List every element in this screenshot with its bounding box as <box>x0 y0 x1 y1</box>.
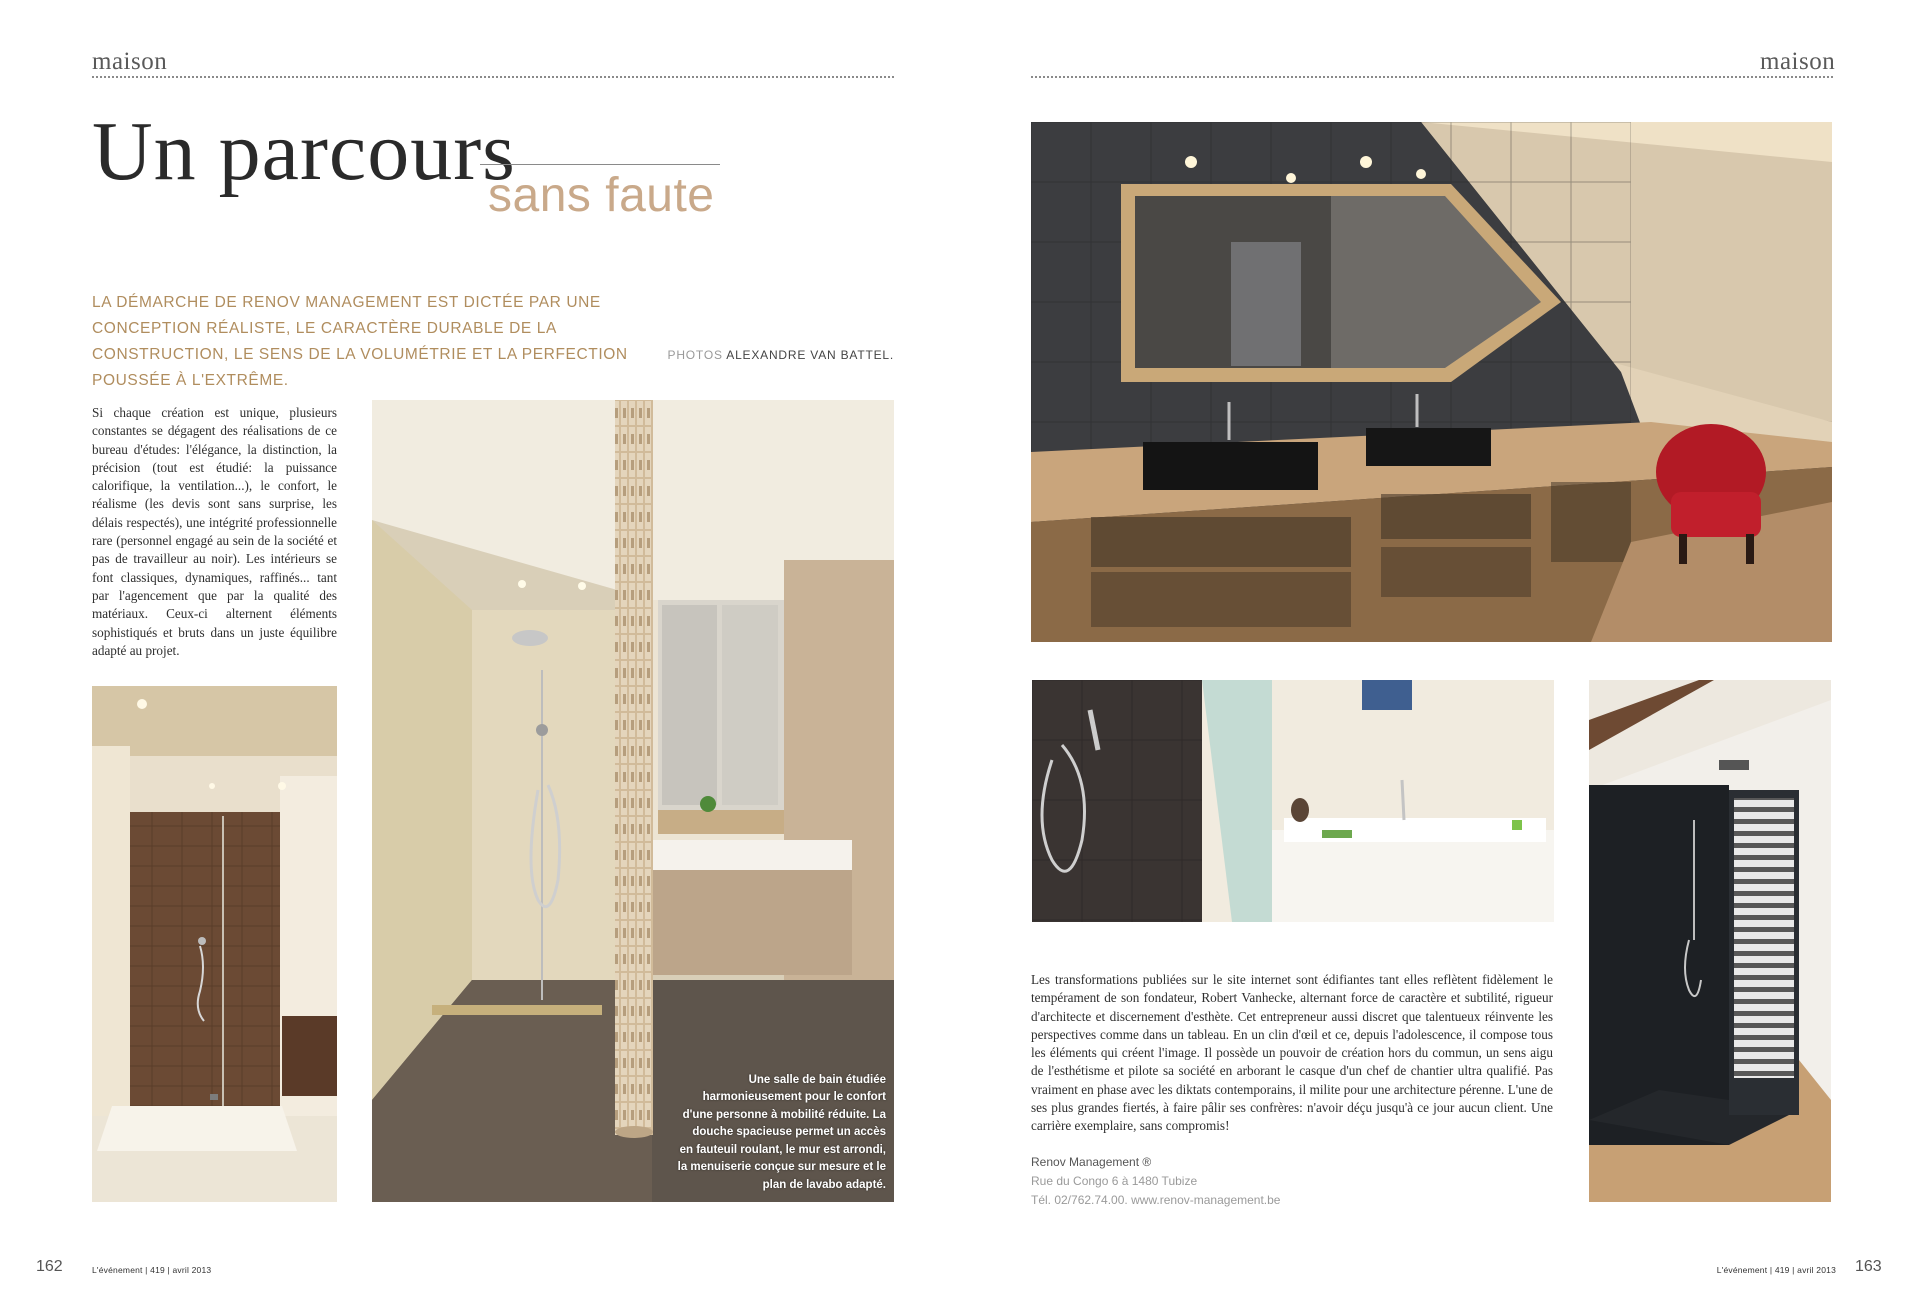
contact-block <box>1031 1153 1553 1210</box>
photo-shower-towel-radiator <box>1589 680 1831 1202</box>
body-text-left: Si chaque création est unique, plusieurs constantes se dégagent des réalisations de ce bureau d'études: l'élégance, la distinction, la précision (tout est étudié: la puissance calorifique, la ventilation...), le confort, le réalisme (les devis sont sans surprise, les délais respectés), une intégrité professionnelle rare (personnel engagé au sein de la société et pas de travailleur au noir). Les intérieurs se font classiques, dynamiques, raffinés... tant par l'agencement que par la qualité des matériaux. Ceux-ci alternent éléments sophistiqués et bruts dans un juste équilibre adapté au projet. <box>92 405 337 658</box>
photo-caption: Une salle de bain étudiée harmonieusement pour le confort d'une personne à mobilité réduite. La douche spacieuse permet un accès en fauteuil roulant, le mur est arrondi, la menuiserie conçue sur mesure et le plan de lavabo adapté. <box>677 1073 886 1191</box>
photo-bathtub <box>1032 680 1554 922</box>
photo-credit-label: PHOTOS <box>667 348 723 362</box>
section-label-right: maison <box>1760 48 1836 75</box>
body-text-right: Les transformations publiées sur le site internet sont édifiantes tant elles reflètent fidèlement le tempérament de son fondateur, Robert Vanhecke, alternant force de caractère et subtilité, rigueur d'architecte et discernement d'esthète. Cet entrepreneur aussi discret que talentueux réinvente les perspectives comme dans un tableau. En un clin d'œil et ce, depuis l'adolescence, il compose tous les éléments qui créent l'image. Il possède un pouvoir de création hors du commun, un sens aigu de l'esthétisme et pilote sa société en arborant le casque d'un chef de chantier ultra qualifié. Pas vraiment en phase avec les diktats contemporains, il milite pour une architecture pérenne. L'une de ses plus grandes fiertés, à faire pâlir ses confrères: n'avoir déçu jusqu'à ce jour aucun client. Une carrière exemplaire, sans compromis! <box>1031 972 1553 1134</box>
section-label-left: maison <box>92 48 168 75</box>
contact-phone-website: Tél. 02/762.74.00. www.renov-management.be <box>1031 1193 1281 1207</box>
header-rule-left <box>92 76 894 78</box>
imprint-left: L'événement | 419 | avril 2013 <box>92 1265 212 1275</box>
intro-lead: LA DÉMARCHE DE RENOV MANAGEMENT EST DICTÉE PAR UNE CONCEPTION RÉALISTE, LE CARACTÈRE DURABLE DE LA CONSTRUCTION, LE SENS DE LA VOLUMÉTRIE ET LA PERFECTION POUSSÉE À L'EXTRÊME. <box>92 294 628 389</box>
photo-accessible-bathroom <box>372 400 894 1202</box>
page-subtitle: sans faute <box>488 169 715 222</box>
header-rule-right <box>1031 76 1833 78</box>
photo-attic-double-vanity <box>1031 122 1832 642</box>
title-rule <box>480 164 720 165</box>
contact-address: Rue du Congo 6 à 1480 Tubize <box>1031 1174 1198 1188</box>
page-title: Un parcours <box>92 105 516 198</box>
contact-name: Renov Management ® <box>1031 1155 1152 1169</box>
photo-credit <box>600 348 894 362</box>
photo-walk-in-shower <box>92 686 337 1202</box>
page-number-right: 163 <box>1855 1258 1882 1275</box>
imprint-right: L'événement | 419 | avril 2013 <box>1716 1265 1836 1275</box>
page-number-left: 162 <box>36 1258 63 1275</box>
photo-credit-name: ALEXANDRE VAN BATTEL. <box>726 348 894 362</box>
